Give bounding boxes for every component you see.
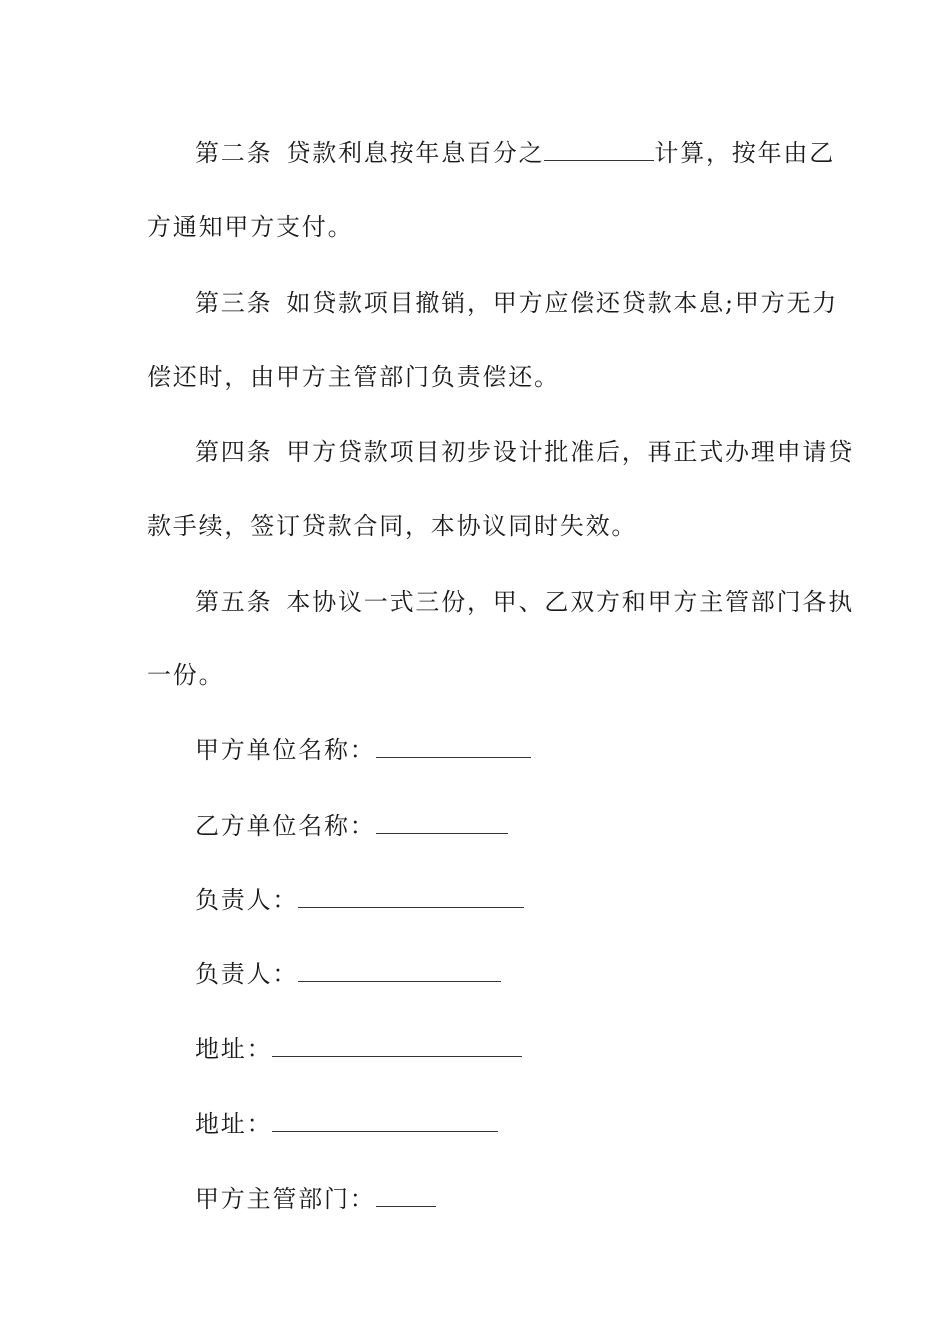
article-3-text: 如贷款项目撤销，甲方应偿还贷款本息;甲方无力 [286,289,839,317]
article-5-text: 本协议一式三份，甲、乙双方和甲方主管部门各执 [286,588,855,616]
article-2-text-after-blank: 计算，按年由乙 [654,139,836,167]
article-5-continuation: 一份。 [147,661,225,689]
party-b-name-label: 乙方单位名称： [195,812,376,840]
article-5-line-1 [195,587,854,617]
article-2-text-before-blank: 贷款利息按年息百分之 [286,139,545,167]
article-2-continuation: 方通知甲方支付。 [147,213,354,241]
article-3-line-1 [195,288,838,318]
article-4-number: 第四条 [195,438,273,466]
article-3-number: 第三条 [195,289,273,317]
article-3-line-2 [147,362,560,392]
article-5-line-2 [147,660,224,690]
article-2-line-2 [147,212,353,242]
party-b-address-row [195,1109,498,1139]
party-a-name-row [195,735,531,765]
party-b-name-row [195,811,508,841]
article-4-text: 甲方贷款项目初步设计批准后，再正式办理申请贷 [286,438,855,466]
article-3-continuation: 偿还时，由甲方主管部门负责偿还。 [147,363,560,391]
party-b-rep-row [195,959,501,989]
supervisor-blank[interactable] [376,1184,436,1207]
interest-rate-blank[interactable] [544,138,654,161]
party-a-rep-row [195,885,524,915]
party-a-rep-label: 负责人： [195,886,299,914]
article-4-line-2 [147,511,637,541]
party-b-name-blank[interactable] [376,811,508,834]
party-a-name-blank[interactable] [376,735,531,758]
party-a-name-label: 甲方单位名称： [195,736,376,764]
party-b-address-label: 地址： [195,1110,273,1138]
article-2-number: 第二条 [195,139,273,167]
party-a-address-label: 地址： [195,1035,273,1063]
party-b-rep-label: 负责人： [195,960,299,988]
party-a-address-blank[interactable] [272,1034,522,1057]
article-2-line-1 [195,138,835,168]
article-4-continuation: 款手续，签订贷款合同，本协议同时失效。 [147,512,638,540]
supervisor-row [195,1184,436,1214]
article-4-line-1 [195,437,854,467]
party-a-address-row [195,1034,522,1064]
supervisor-label: 甲方主管部门： [195,1185,376,1213]
article-5-number: 第五条 [195,588,273,616]
party-b-rep-blank[interactable] [298,959,501,982]
party-a-rep-blank[interactable] [298,885,524,908]
party-b-address-blank[interactable] [272,1109,498,1132]
